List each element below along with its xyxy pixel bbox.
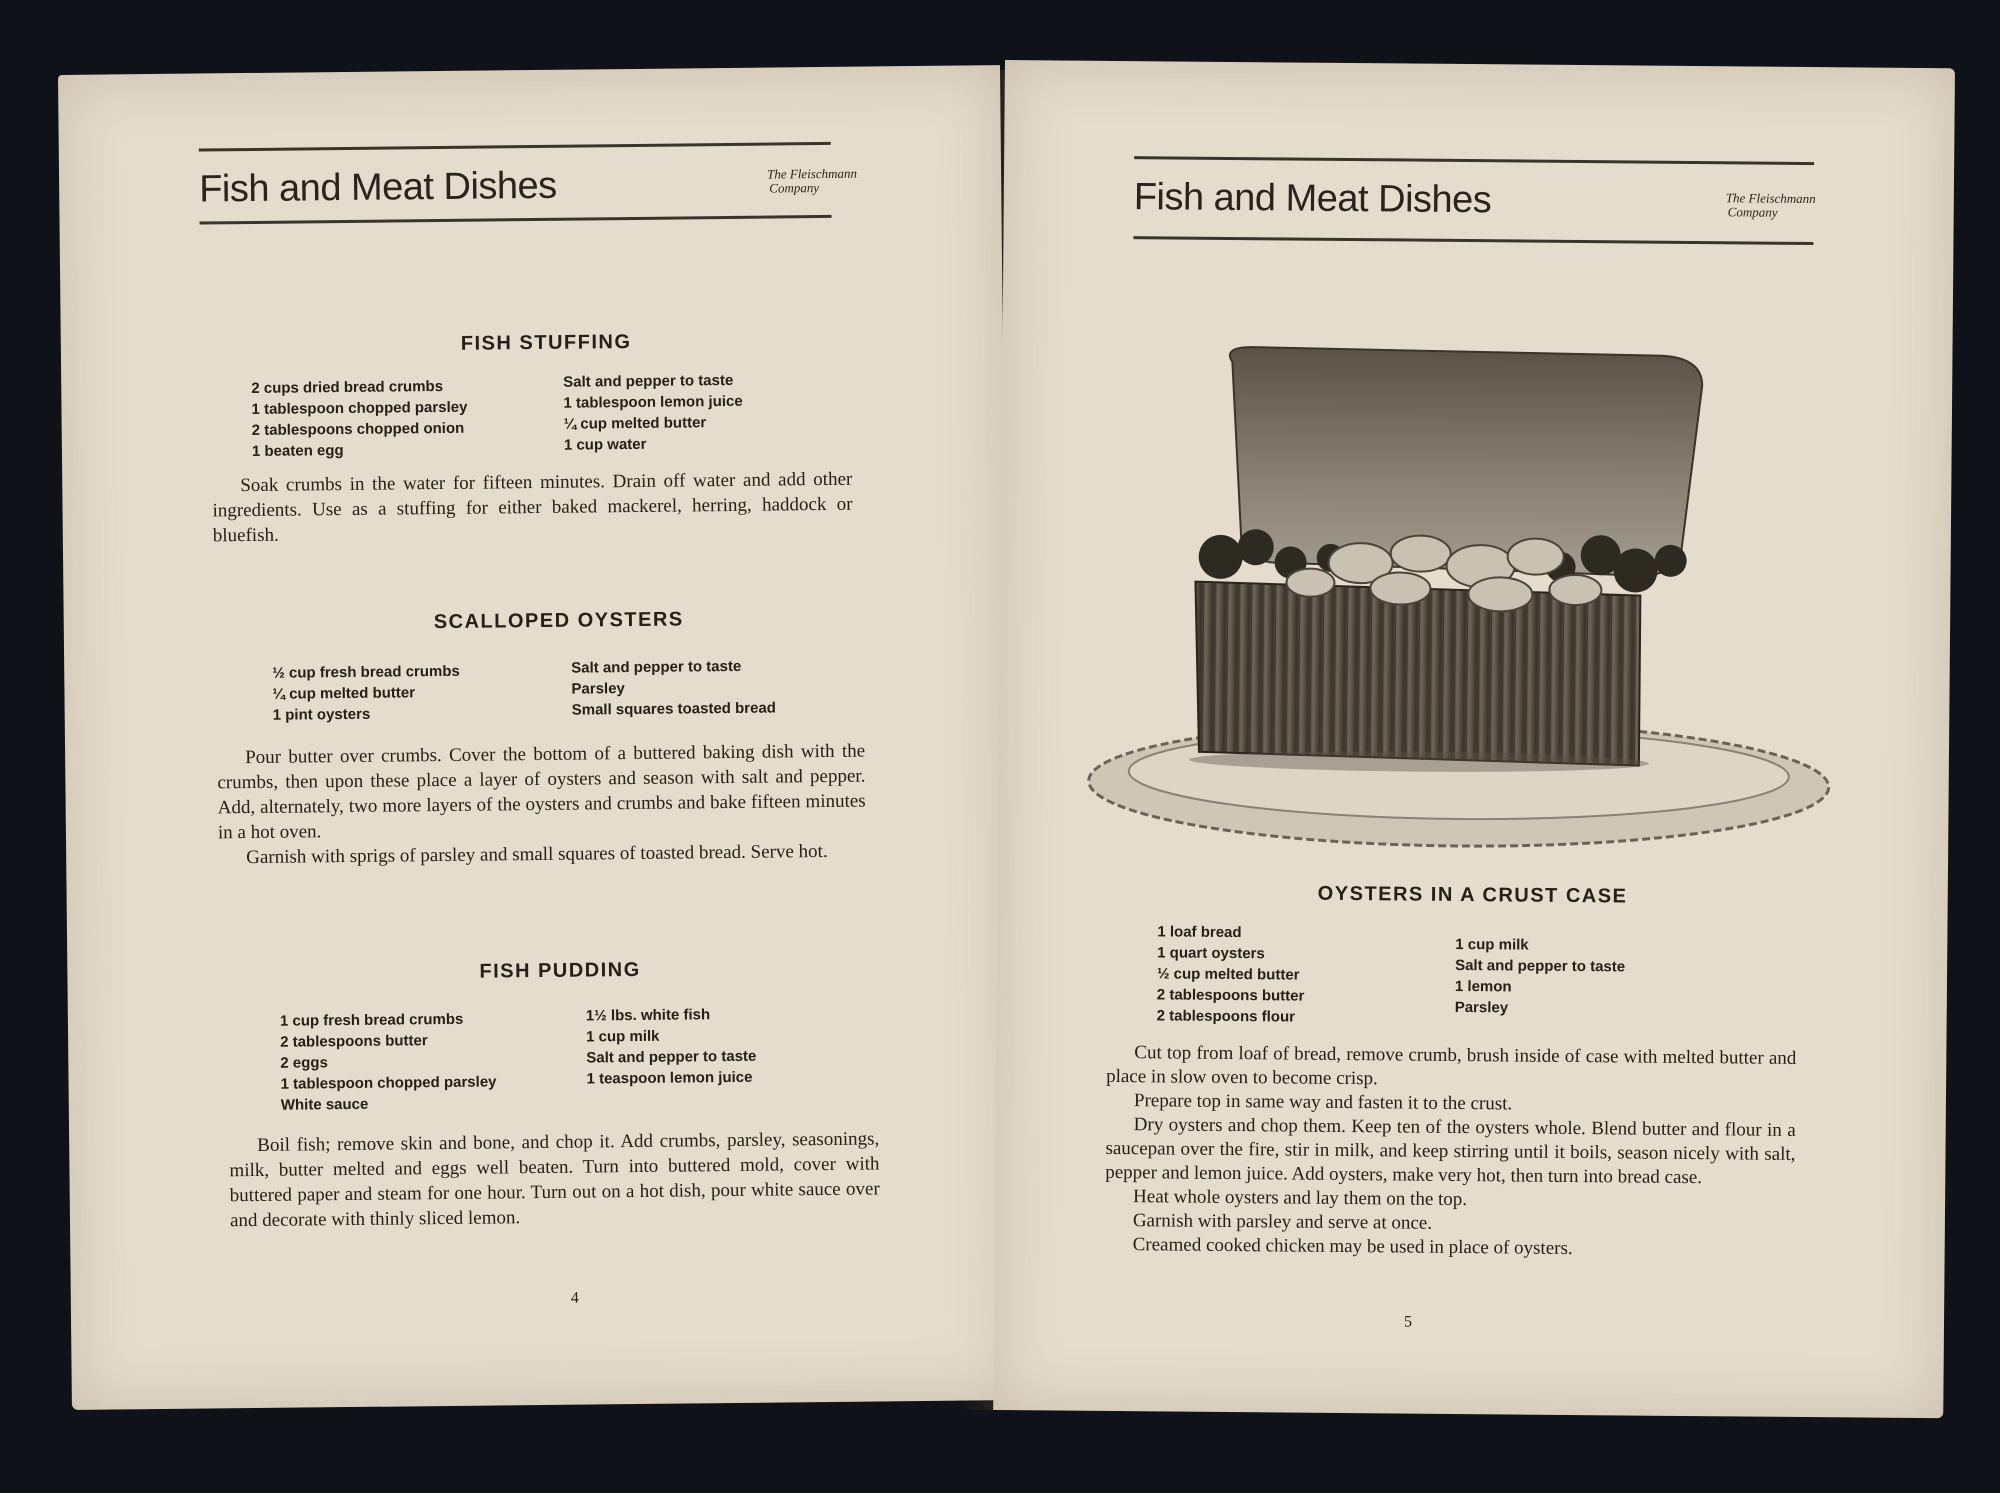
ingredient: 2 tablespoons flour (1156, 1007, 1296, 1026)
ingredient: 1 quart oysters (1157, 944, 1265, 963)
ingredient: 2 eggs (280, 1054, 328, 1072)
ingredients-left (1157, 921, 1305, 1027)
ingredient: White sauce (280, 1095, 369, 1114)
left-page (58, 65, 1014, 1410)
ingredients-right (563, 370, 743, 456)
left-page-company (767, 167, 857, 196)
ingredient: 1 loaf bread (1157, 923, 1242, 942)
right-page-company (1726, 191, 1816, 220)
paragraph: Pour butter over crumbs. Cover the bottom of a buttered baking dish with the crumbs, then upon these place a layer of oysters and season with salt and pepper. Add, alternately, two more layers of the oysters and crumbs and bake fifteen minutes in a hot oven. (217, 740, 866, 844)
ingredients-left (272, 661, 460, 726)
ingredient: 1 tablespoon chopped parsley (251, 398, 468, 418)
paragraph: Soak crumbs in the water for fifteen minutes. Drain off water and add other ingredients. Use as a stuffing for either baked mackerel, herring, haddock or bluefish. (212, 468, 853, 547)
recipe-title-oysters-in-a-crust-case: OYSTERS IN A CRUST CASE (1317, 882, 1628, 908)
page-number: 5 (1403, 1313, 1413, 1331)
left-page-header-title: Fish and Meat Dishes (198, 164, 557, 211)
company-line2: Company (769, 180, 820, 196)
ingredient: 2 tablespoons butter (1156, 986, 1305, 1005)
header-rule-top (199, 142, 831, 152)
right-page (993, 60, 1955, 1418)
ingredient: 1 teaspoon lemon juice (586, 1068, 753, 1088)
paragraph: Creamed cooked chicken may be used in place of oysters. (1132, 1234, 1573, 1259)
page-number: 4 (570, 1289, 579, 1307)
ingredients-right (571, 656, 776, 721)
ingredient: 2 cups dried bread crumbs (251, 377, 444, 397)
ingredient: Small squares toasted bread (571, 699, 777, 719)
ingredient: Salt and pepper to taste (571, 657, 742, 677)
ingredients-left (251, 376, 468, 462)
ingredients-right (586, 1004, 757, 1090)
ingredient: 1 beaten egg (251, 442, 344, 460)
ingredient: Parsley (1454, 998, 1509, 1017)
ingredient: 2 tablespoons chopped onion (251, 419, 465, 439)
oysters-in-crust-case-illustration (1078, 341, 1842, 863)
ingredient: ¼ cup melted butter (272, 684, 416, 703)
paragraph: Cut top from loaf of bread, remove crumb, brush inside of case with melted butter and place in slow oven to become crisp. (1106, 1042, 1797, 1090)
company-line2: Company (1727, 204, 1778, 220)
ingredient: ½ cup melted butter (1156, 965, 1300, 984)
recipe-instructions (212, 467, 853, 549)
ingredient: Salt and pepper to taste (1455, 956, 1626, 976)
ingredient: 2 tablespoons butter (280, 1032, 428, 1051)
ingredient: 1 cup milk (1455, 935, 1529, 954)
company-line1: The Fleischmann (766, 165, 858, 182)
header-rule-bottom (1133, 236, 1813, 245)
ingredient: 1 cup milk (586, 1027, 660, 1046)
recipe-title-fish-pudding: FISH PUDDING (479, 958, 641, 983)
ingredient: 1 tablespoon lemon juice (563, 392, 743, 412)
ingredient: 1 cup fresh bread crumbs (279, 1010, 464, 1030)
ingredient: 1 cup water (563, 435, 647, 454)
paragraph: Dry oysters and chop them. Keep ten of the oysters whole. Blend butter and flour in a saucepan over the fire, stir in milk, and keep stirring until it boils, season nicely with salt, pepper and lemon juice. Add oysters, make very hot, then turn into bread case. (1105, 1114, 1796, 1189)
ingredient: ¼ cup melted butter (563, 414, 707, 433)
right-page-header-title: Fish and Meat Dishes (1133, 176, 1492, 222)
ingredient: Salt and pepper to taste (586, 1047, 757, 1067)
ingredient: 1½ lbs. white fish (585, 1006, 711, 1025)
company-line1: The Fleischmann (1725, 190, 1816, 207)
recipe-title-fish-stuffing: FISH STUFFING (460, 331, 632, 355)
ingredient: Parsley (571, 680, 625, 698)
ingredients-right (1455, 934, 1626, 1019)
ingredient: Salt and pepper to taste (563, 371, 734, 391)
paragraph: Boil fish; remove skin and bone, and chop it. Add crumbs, parsley, seasonings, milk, butter melted and eggs well beaten. Turn into buttered mold, cover with buttered paper and steam for one hour. Turn out on a hot dish, pour white sauce over and decorate with thinly sliced lemon. (229, 1128, 880, 1232)
recipe-instructions (1105, 1041, 1797, 1263)
paragraph: Garnish with parsley and serve at once. (1132, 1210, 1433, 1234)
recipe-title-scalloped-oysters: SCALLOPED OYSTERS (433, 608, 684, 634)
ingredient: ½ cup fresh bread crumbs (272, 662, 460, 682)
recipe-instructions (217, 739, 866, 871)
bread-lid-shape (1228, 347, 1702, 576)
header-rule-bottom (200, 215, 832, 225)
recipe-instructions (229, 1126, 880, 1233)
ingredient: 1 lemon (1454, 977, 1512, 996)
ingredients-left (280, 1008, 497, 1115)
ingredient: 1 pint oysters (272, 705, 371, 724)
paragraph: Heat whole oysters and lay them on the top. (1132, 1186, 1468, 1211)
ingredient: 1 tablespoon chopped parsley (280, 1073, 497, 1093)
paragraph: Prepare top in same way and fasten it to the crust. (1133, 1090, 1513, 1115)
paragraph: Garnish with sprigs of parsley and small squares of toasted bread. Serve hot. (246, 840, 828, 869)
header-rule-top (1134, 156, 1814, 165)
bread-case-shape (1194, 582, 1641, 766)
